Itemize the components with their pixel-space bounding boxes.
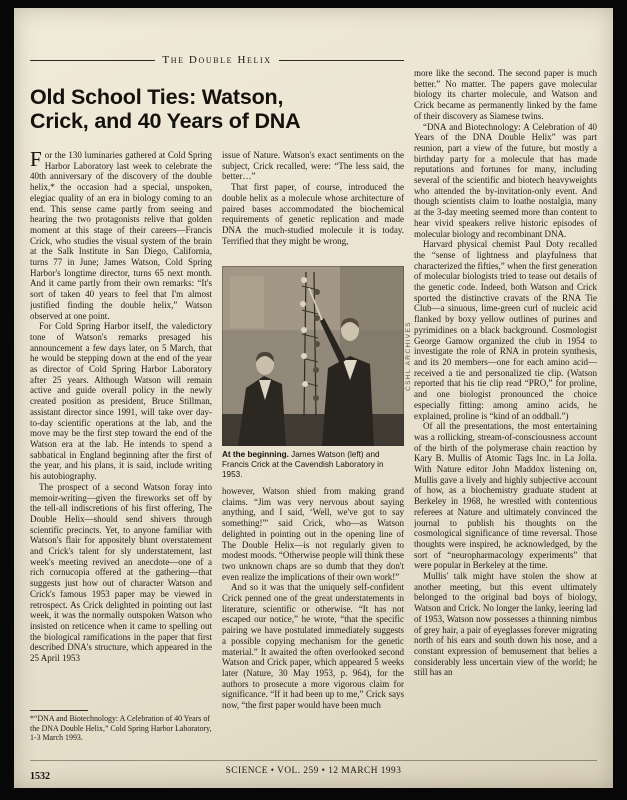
kicker-label: The Double Helix — [162, 54, 272, 66]
paragraph: And so it was that the uniquely self-confident Crick penned one of the great understatements in literature, scientific or otherwise. “It has not escaped our notice,” he wrote, “that the specific pairing we have postulated immediately suggests a possible copying mechanism for the genetic material.” It awaited the often overlooked second Watson and Crick paper, which appeared 5 weeks later (Nature, 30 May 1953, p. 964), for the authors to prosecute a more vigorous claim for significance. “If it had been up to me,” Crick says now, “the first paper would have been much — [222, 582, 404, 711]
column-2-top — [222, 150, 404, 264]
paragraph: For Cold Spring Harbor itself, the valedictory tone of Watson's remarks presaged his announcement a few days later, on 5 March, that he would be stepping down at the end of the year as director of Cold Spring Harbor Laboratory after 25 years. Although Watson will remain active and guide overall policy in the newly created position as president, Bruce Stillman, assistant director since 1991, will take over day-to-day scientific operations at the lab, and the move may be the first step toward the end of the Watson era at the lab. He intends to spend a sabbatical in England beginning after the first of the year, and his plans, it is said, include writing his autobiography. — [30, 321, 212, 482]
paragraph: “DNA and Biotechnology: A Celebration of 40 Years of the DNA Double Helix” was part reunion, part a view of the future, but mostly a birthday party for a molecule that has made reputations and fortunes for many, including several of the scientific and biotech heavyweights who attended the by-invitation-only event. And though scientists claim to loathe nostalgia, many at the 3-day meeting seemed more than content to hear vivid speakers relive historic episodes of molecular biology and recombinant DNA. — [414, 121, 597, 239]
photo-caption-lead: At the beginning. — [222, 450, 289, 459]
article-title — [30, 86, 422, 133]
paragraph: The prospect of a second Watson foray into memoir-writing—given the fireworks set off by the tell-all indiscretions of his first offering, The Double Helix—should send shivers through scientific precincts. Yet, to anyone familiar with Watson's flair for appositely blunt overstatement and Crick's talent for sly understatement, last week's meeting revived an anecdote—one of a rich cornucopia offered at the gathering—that suggests just how out of character Watson and Crick's famous 1953 paper may be viewed in retrospect. As Crick delighted in pointing out last week, it was the normally outspoken Watson who insisted on reticence when it came to spelling out the biological ramifications in the paper that first described DNA's structure, which appeared in the 25 April 1953 — [30, 481, 212, 664]
paragraph: That first paper, of course, introduced the double helix as a molecule whose architecture of paired bases accommodated the biochemical requirements of genetic replication and made DNA the much-studied molecule it is today. Terrified that they might be wrong, — [222, 182, 404, 246]
article-title-line-1: Old School Ties: Watson, — [30, 85, 284, 109]
photo-caption-text: James Watson (left) and Francis Crick at the Cavendish Laboratory in 1953. — [222, 450, 384, 479]
paragraph: Mullis' talk might have stolen the show at another meeting, but this event ultimately belonged to the original bad boys of biology, Watson and Crick. No longer the lanky, leering lad of 1953, Watson now possesses a thinning nimbus of grey hair, a pair of eyeglasses forever migrating north of his ears and south down his nose, and a constant expression of bemusement that belies a considerably less uncertain view of the world; he still has an — [414, 571, 597, 678]
column-3 — [414, 68, 597, 726]
kicker-rule-right — [279, 60, 404, 61]
paragraph: issue of Nature. Watson's exact sentiments on the subject, Crick recalled, were: “The less said, the better…” — [222, 150, 404, 182]
column-1 — [30, 150, 212, 706]
paragraph-text: or the 130 luminaries gathered at Cold Spring Harbor Laboratory last week to celebrate the 40th anniversary of the discovery of the double helix,* the occasion had a special, unspoken, elegiac quality of an era in biology coming to an end. This sense came partly from seeing and hearing the two protagonists relive that golden moment at this stage of their careers—Francis Crick, who studies the visual system of the brain at the Salk Institute in San Diego, California, turns 77 in June; James Watson, Cold Spring Harbor's longtime director, turns 65 next month. And it came partly from their own remarks: “It's sort of taken 40 years to feel that I'm almost justified finding the double helix,” Watson observed at one point. — [30, 150, 212, 321]
photo-illustration — [222, 266, 404, 446]
paragraph: Of all the presentations, the most entertaining was a rollicking, stream-of-consciousness account of the birth of the polymerase chain reaction by Kary B. Mullis of Atomic Tags Inc. in La Jolla. With Nature editor John Maddox listening on, Mullis gave a lively and highly subjective account of how, as a biochemistry graduate student at Berkeley in 1968, he wrestled with contentious referees at Nature and ultimately convinced the journal to publish his thoughts on the cosmological significance of time reversal. Those thoughts were inspired, he acknowledged, by the sort of “neuropharmacology experiments” that were popular in Berkeley at the time. — [414, 421, 597, 571]
photo-caption — [222, 450, 404, 480]
kicker — [30, 54, 404, 66]
page-number: 1532 — [30, 771, 50, 782]
footnote: *“DNA and Biotechnology: A Celebration of 40 Years of the DNA Double Helix,” Cold Spring Harbor Laboratory, 1-3 March 1993. — [30, 710, 212, 743]
magazine-page — [14, 8, 613, 788]
paragraph: more like the second. The second paper is much better.” No matter. The papers gave molecular biology its charter molecule, and Watson and Crick became as permanently linked by the fame of their discovery as Siamese twins. — [414, 68, 597, 121]
drop-cap: F — [30, 150, 42, 171]
photo-credit: CSHL ARCHIVES — [405, 321, 412, 391]
paragraph — [30, 150, 212, 321]
column-2-bottom — [222, 486, 404, 724]
kicker-rule-left — [30, 60, 155, 61]
article-title-line-2: Crick, and 40 Years of DNA — [30, 108, 301, 133]
paragraph: Harvard physical chemist Paul Doty recalled the “sense of lightness and playfulness that characterized the fifties,” when the first generation of molecular biologists tried to tease out details of the genetic code. Indeed, both Watson and Crick sported the distinctive cravats of the RNA Tie Club—a sinuous, lime-green curl of nucleic acid flanked by boxy yellow outlines of purines and pyrimidines on a black background. Cosmologist George Gamow organized the club in 1954 to investigate the role of RNA in protein synthesis, and its 20 members—one for each amino acid—received a tie and personalized tie clip. (Watson reported that his tie clip read “PRO,” for proline, and one biologist pronounced the choice especially fitting: among amino acids, he explained, proline is “kind of an oddball.”) — [414, 239, 597, 421]
journal-citation: SCIENCE • VOL. 259 • 12 MARCH 1993 — [225, 766, 402, 776]
paragraph: however, Watson shied from making grand claims. “Jim was very nervous about saying anything, and I said, ‘Well, we've got to say something!'” said Crick, who—as Watson delighted in pointing out in the opening line of The Double Helix—is not regularly given to modest moods. “Otherwise people will think these two unknown chaps are so dumb that they don't even realize the implications of their own work!” — [222, 486, 404, 582]
page-footer — [30, 760, 597, 784]
watson-crick-photo — [222, 266, 404, 446]
